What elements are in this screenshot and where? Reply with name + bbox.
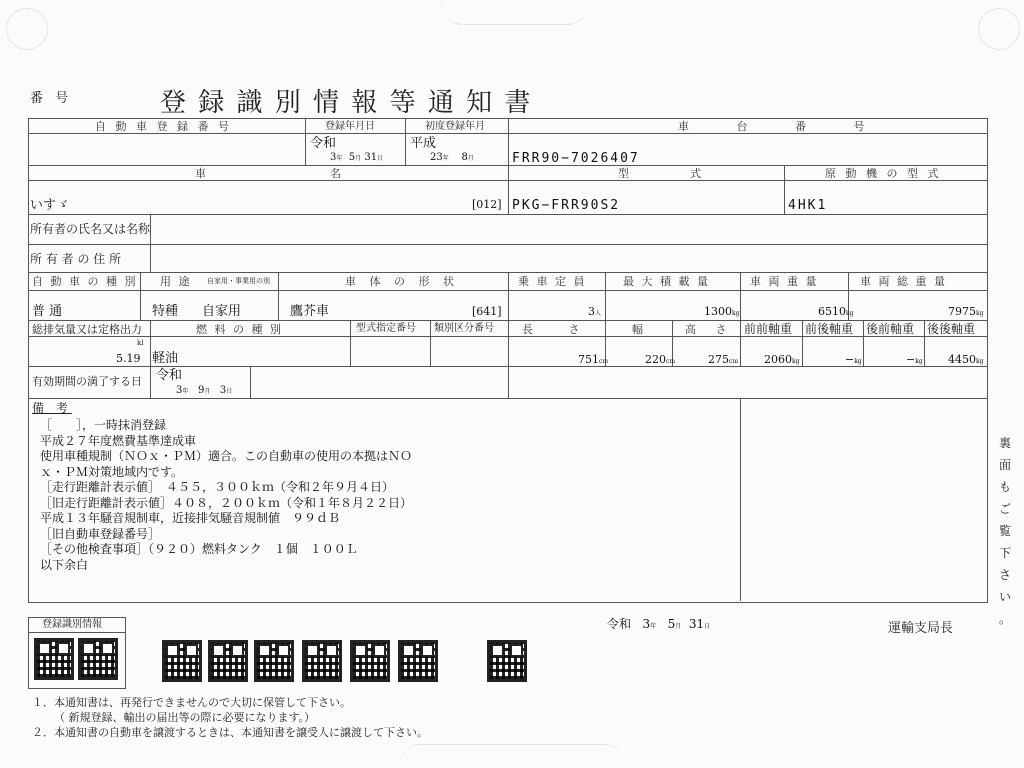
side-note-char: も: [998, 480, 1011, 494]
qr-code-icon: [34, 638, 74, 680]
use-sub-label: 自家用・事業用の別: [207, 277, 270, 285]
max-load-label: 最 大 積 載 量: [623, 275, 710, 288]
issue-date: 令和 3年 5月 31日: [607, 617, 711, 631]
kind-value: 普 通: [32, 304, 63, 319]
remark-line: ［その他検査事項］（９２０）燃料タンク １個 １００Ｌ: [40, 542, 358, 556]
engine-value: 4HK1: [788, 198, 828, 213]
side-note-char: 覧: [998, 524, 1011, 538]
remark-line: 平成２７年度燃費基準達成車: [40, 433, 197, 448]
first-reg-value: 23年 8月: [430, 152, 474, 163]
gross-label: 車 両 総 重 量: [860, 275, 947, 288]
type-approval-label: 型式指定番号: [356, 323, 416, 334]
remark-line: 平成１３年騒音規制車，近接排気騒音規制値 ９９ｄＢ: [40, 511, 341, 525]
qr-code-icon: [350, 640, 390, 682]
displacement-unit: kl: [137, 339, 144, 347]
side-note-char: い: [998, 590, 1011, 604]
length-label: 長 さ: [522, 323, 596, 336]
qr-code-icon: [487, 640, 527, 682]
width-label: 幅: [632, 323, 646, 336]
use-sub-value: 自家用: [202, 304, 242, 319]
remark-line: 以下余白: [40, 557, 89, 572]
gross-value: 7975kg: [948, 305, 984, 318]
number-label: 番 号: [30, 91, 73, 106]
top-ornament: [440, 2, 590, 25]
side-note: [998, 432, 1012, 630]
remark-line: ［ ］，一時抹消登録: [40, 418, 167, 432]
qr-code-icon: [162, 640, 202, 682]
ff-label: 前前軸重: [744, 322, 793, 336]
model-value: PKG−FRR90S2: [512, 198, 621, 213]
remark-line: ［走行距離計表示値］ ４５５，３００ｋｍ（令和２年９月４日）: [40, 480, 395, 494]
use-value: 特種: [152, 304, 179, 319]
footer-note-1: １．本通知書は、再発行できませんので大切に保管して下さい。: [32, 696, 351, 709]
reg-date-value: 3年 5月 31日: [330, 152, 384, 163]
chassis-label: 車 台 番 号: [678, 120, 887, 133]
fr-label: 前後軸重: [805, 322, 854, 336]
rf-value: −kg: [906, 353, 923, 366]
qr-code-icon: [254, 640, 294, 682]
fuel-value: 軽油: [152, 351, 179, 366]
side-note-char: 下: [998, 546, 1011, 560]
remark-line: ［旧自動車登録番号］: [40, 526, 161, 541]
model-label-2: 式: [690, 167, 704, 180]
capacity-label: 乗 車 定 員: [518, 275, 587, 288]
body-code: [641]: [472, 305, 502, 318]
side-note-char: 。: [998, 612, 1011, 626]
footer-note-3: ２．本通知書の自動車を譲渡するときは、本通知書を譲受人に譲渡して下さい。: [32, 726, 428, 739]
expiry-date: 3年 9月 3日: [176, 385, 233, 396]
corner-ornament-left: [6, 8, 48, 50]
qr-code-icon: [208, 640, 248, 682]
fr-value: −kg: [845, 353, 862, 366]
weight-label: 車 両 重 量: [750, 275, 819, 288]
side-note-char: 裏: [998, 436, 1011, 450]
max-load-value: 1300kg: [704, 305, 740, 318]
side-note-char: 面: [998, 458, 1011, 472]
use-label: 用 途: [160, 275, 192, 288]
body-value: 鷹芥車: [290, 304, 330, 319]
fuel-label: 燃 料 の 種 別: [196, 323, 283, 336]
reg-era: 令和: [310, 136, 337, 151]
model-label: 型: [618, 167, 632, 180]
side-note-char: さ: [998, 568, 1011, 582]
first-reg-label: 初度登録年月: [425, 121, 485, 132]
qr-code-icon: [302, 640, 342, 682]
reg-no-label: 自 動 車 登 録 番 号: [95, 120, 232, 133]
width-value: 220cm: [645, 353, 676, 366]
car-name-label: 車: [195, 167, 209, 180]
car-name-label-2: 名: [330, 167, 344, 180]
kind-label: 自 動 車 の 種 別: [32, 275, 138, 288]
chassis-number: FRR90−7026407: [512, 151, 640, 166]
document-title: 登 録 識 別 情 報 等 通 知 書: [160, 88, 533, 118]
expiry-era: 令和: [156, 368, 183, 383]
qr-code-icon: [78, 638, 118, 680]
rf-label: 後前軸重: [866, 322, 915, 336]
first-reg-era: 平成: [410, 136, 437, 151]
body-label: 車 体 の 形 状: [345, 275, 459, 288]
remarks-label: 備 考: [32, 401, 72, 415]
height-label: 高 さ: [685, 323, 735, 336]
expiry-label: 有効期間の満了する日: [32, 375, 142, 388]
bottom-ornament: [400, 744, 624, 765]
rr-value: 4450kg: [948, 353, 984, 366]
remark-line: ［旧走行距離計表示値］４０８，２００ｋｍ（令和１年８月２２日）: [40, 495, 413, 510]
car-name: いすゞ: [30, 198, 70, 213]
corner-ornament-right: [978, 8, 1020, 50]
issuer: 運輸支局長: [888, 621, 954, 636]
qr-code-icon: [398, 640, 438, 682]
reg-date-label: 登録年月日: [325, 121, 375, 132]
remarks-lines: [40, 416, 412, 571]
capacity-value: 3人: [588, 305, 602, 318]
displacement-label: 総排気量又は定格出力: [32, 323, 142, 336]
ff-value: 2060kg: [764, 353, 800, 366]
engine-label: 原 動 機 の 型 式: [825, 167, 942, 180]
rr-label: 後後軸重: [927, 322, 976, 336]
weight-value: 6510kg: [818, 305, 854, 318]
footer-note-2: （ 新規登録、輸出の届出等の際に必要になります。）: [54, 711, 316, 724]
length-value: 751cm: [578, 353, 609, 366]
id-info-label: 登録識別情報: [42, 619, 102, 630]
class-label: 類別区分番号: [434, 323, 494, 334]
remark-line: ｘ・ＰＭ対策地域内です。: [40, 464, 184, 479]
remark-line: 使用車種規制（ＮＯｘ・ＰＭ）適合。この自動車の使用の本拠はＮＯ: [40, 449, 413, 463]
height-value: 275cm: [708, 353, 739, 366]
displacement-value: 5.19: [116, 352, 141, 365]
side-note-char: ご: [998, 502, 1011, 516]
owner-address-label: 所 有 者 の 住 所: [30, 252, 122, 266]
owner-name-label: 所有者の氏名又は名称: [30, 222, 151, 236]
maker-code: [012]: [472, 198, 502, 211]
